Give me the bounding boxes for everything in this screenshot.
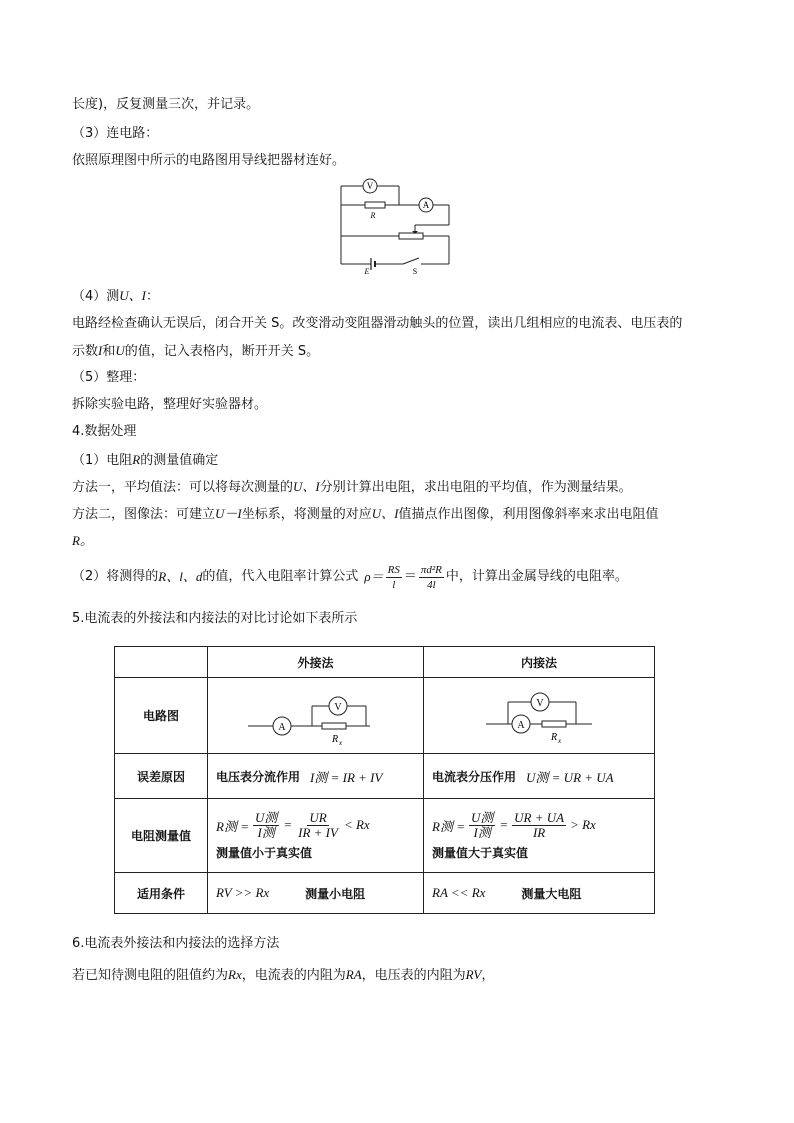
external-error-cell: 电压表分流作用 I测 = IR + IV	[208, 754, 424, 799]
comparison-table	[114, 646, 655, 914]
text-line: 长度)，反复测量三次，并记录。	[72, 97, 260, 112]
section-heading: 5.电流表的外接法和内接法的对比讨论如下表所示	[72, 611, 358, 626]
svg-text:S: S	[412, 267, 418, 276]
internal-circuit-cell	[424, 678, 655, 754]
external-condition-cell: RV >> Rx 测量小电阻	[208, 873, 424, 914]
svg-text:V: V	[366, 181, 374, 191]
external-circuit-cell	[208, 678, 424, 754]
table-row	[115, 754, 655, 799]
svg-text:V: V	[334, 702, 342, 713]
svg-text:E: E	[364, 267, 370, 276]
measure-note: 测量值小于真实值	[216, 845, 313, 860]
svg-text:A: A	[278, 722, 286, 733]
text-line: 若已知待测电阻的阻值约为Rx，电流表的内阻为RA，电压表的内阻为RV，	[72, 967, 495, 983]
table-row	[115, 678, 655, 754]
text-line: 电路经检查确认无误后，闭合开关 S。改变滑动变阻器滑动触头的位置，读出几组相应的电流表、电压表的	[72, 316, 683, 331]
header-internal: 内接法	[424, 647, 655, 678]
svg-text:R: R	[332, 734, 339, 745]
external-circuit-diagram	[208, 678, 424, 750]
svg-text:x: x	[339, 739, 343, 747]
row-label: 电路图	[115, 678, 208, 754]
row-label: 误差原因	[115, 754, 208, 799]
text-line: （1）电阻R的测量值确定	[72, 452, 219, 468]
svg-text:x: x	[558, 737, 562, 745]
row-label: 适用条件	[115, 873, 208, 914]
formula-line: （2）将测得的 R、l、d 的值，代入电阻率计算公式 ρ＝ $\frac{RS}{l}$ ＝ $\frac{\text{πd²R}}{4l}$ 中，计算出金属导线的电阻率。	[72, 563, 628, 591]
internal-circuit-diagram	[424, 678, 655, 750]
section-heading: 6.电流表外接法和内接法的选择方法	[72, 936, 280, 951]
svg-text:V: V	[536, 698, 544, 709]
table-header-row	[115, 647, 655, 678]
header-cell	[115, 647, 208, 678]
external-measure-cell: R测 = $\frac{\text{U测}}{\text{I测}}$ = $\frac{UR}{IR + IV}$ < Rx 测量值小于真实值	[208, 799, 424, 873]
principle-circuit-diagram	[335, 178, 455, 276]
text-line: （4）测U、I：	[72, 288, 160, 304]
text-line: R。	[72, 533, 93, 548]
text-line: （3）连电路：	[72, 126, 159, 141]
table-row	[115, 873, 655, 914]
measure-note: 测量值大于真实值	[432, 845, 529, 860]
internal-condition-cell: RA << Rx 测量大电阻	[424, 873, 655, 914]
text-line: （5）整理：	[72, 370, 146, 385]
text-line: 方法二，图像法：可建立U－I坐标系，将测量的对应U、I值描点作出图像，利用图像斜率来求出电阻值	[72, 506, 659, 522]
internal-measure-cell: R测 = $\frac{\text{U测}}{\text{I测}}$ = $\frac{UR + UA}{IR}$ > Rx 测量值大于真实值	[424, 799, 655, 873]
text-line: 拆除实验电路，整理好实验器材。	[72, 397, 268, 412]
section-heading: 4.数据处理	[72, 424, 137, 439]
header-external: 外接法	[208, 647, 424, 678]
svg-text:A: A	[517, 720, 525, 731]
text-line: 方法一，平均值法：可以将每次测量的U、I分别计算出电阻，求出电阻的平均值，作为测量结果。	[72, 479, 632, 495]
internal-error-cell: 电流表分压作用 U测 = UR + UA	[424, 754, 655, 799]
svg-text:A: A	[422, 200, 430, 210]
text-line: 示数I和U的值，记入表格内，断开开关 S。	[72, 343, 320, 359]
table-row	[115, 799, 655, 873]
svg-text:R: R	[370, 211, 376, 220]
row-label: 电阻测量值	[115, 799, 208, 873]
text-line: 依照原理图中所示的电路图用导线把器材连好。	[72, 153, 346, 168]
svg-text:R: R	[551, 732, 558, 743]
